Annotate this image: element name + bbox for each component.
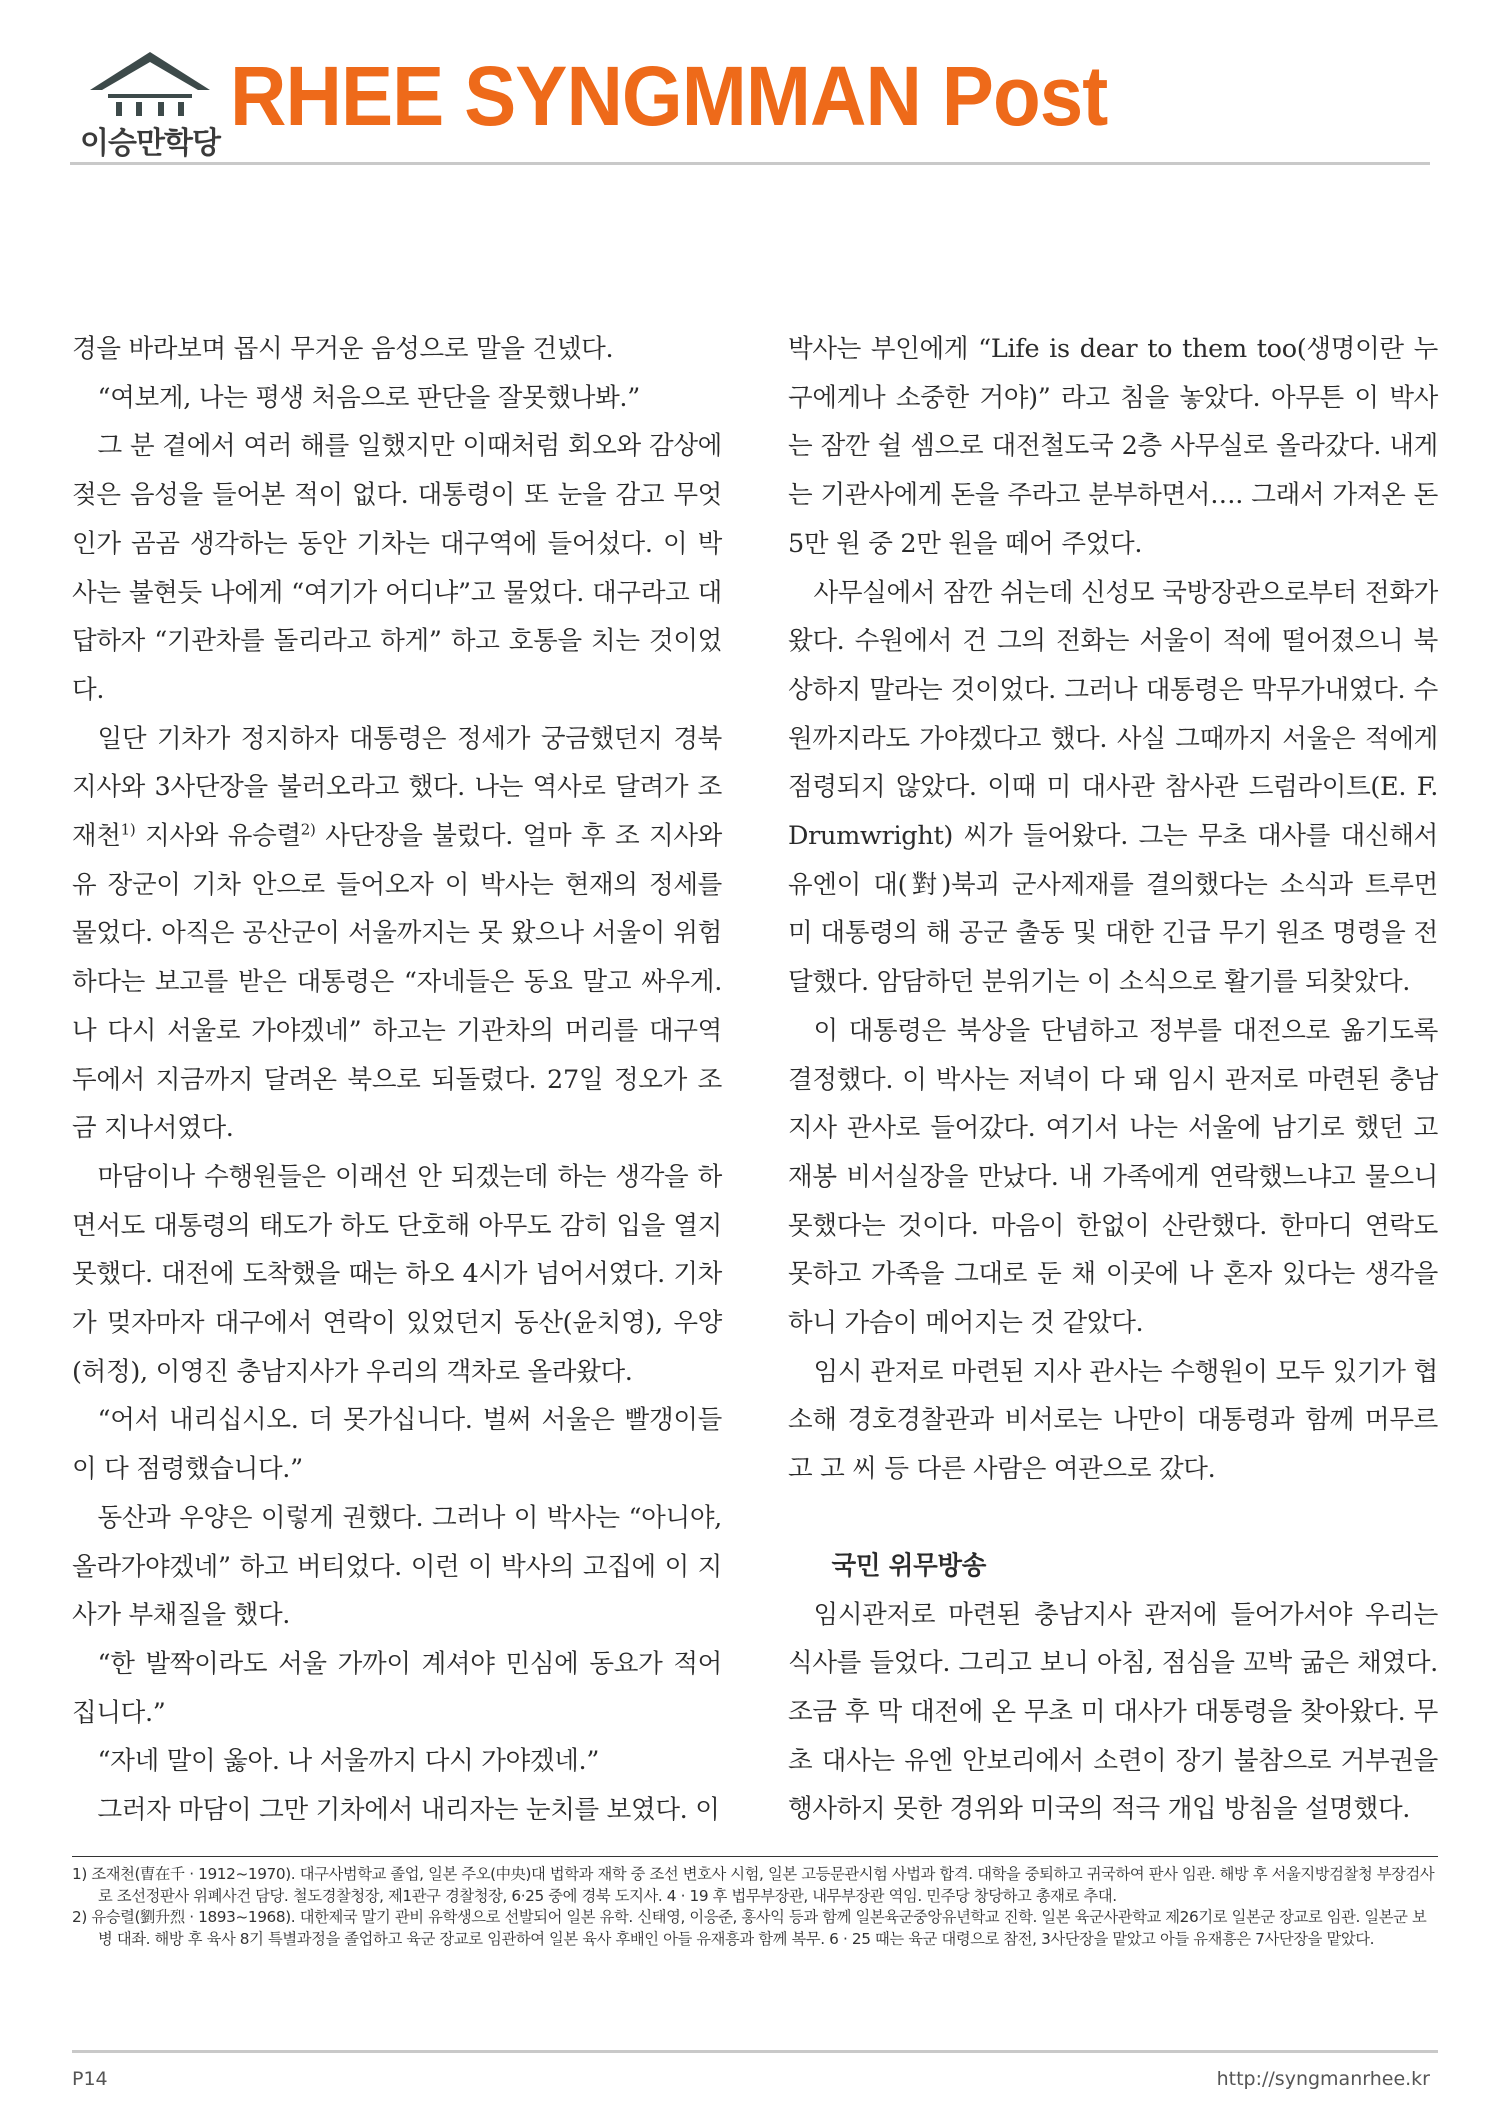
footnote-ref-1: 1) [120,820,136,839]
paragraph: 그 분 곁에서 여러 해를 일했지만 이때처럼 회오와 감상에 젖은 음성을 들어본 적이 없다. 대통령이 또 눈을 감고 무엇인가 곰곰 생각하는 동안 기차는 대구역에 들어섰다. 이 박사는 불현듯 나에게 “여기가 어디냐”고 물었다. 대구라고 대답하자 “기관차를 돌리라고 하게” 하고 호통을 치는 것이었다. [72,431,722,705]
masthead-title: RHEE SYNGMMAN Post [230,49,1108,143]
paragraph: 이 대통령은 북상을 단념하고 정부를 대전으로 옮기도록 결정했다. 이 박사는 저녁이 다 돼 임시 관저로 마련된 충남지사 관사로 들어갔다. 여기서 나는 서울에 남기로 했던 고재봉 비서실장을 만났다. 내 가족에게 연락했느냐고 물으니 못했다는 것이다. 마음이 한없이 산란했다. 한마디 연락도 못하고 가족을 그대로 둔 채 이곳에 나 혼자 있다는 생각을 하니 가슴이 메어지는 것 같았다. [788,1015,1438,1339]
right-column [788,325,1438,1834]
section-subheading: 국민 위무방송 [831,1550,987,1581]
footnote-1: 1) 조재천(曺在千 · 1912~1970). 대구사범학교 졸업, 일본 주오(中央)대 법학과 재학 중 조선 변호사 시험, 일본 고등문관시험 사법과 합격. 대학을 중퇴하고 귀국하여 판사 임관. 해방 후 서울지방검찰청 부장검사로 조선정판사 위폐사건 담당. 철도경찰청장, 제1관구 경찰청장, 6·25 중에 경북 도지사. 4 · 19 후 법무부장관, 내무부장관 역임. 민주당 창당하고 총재로 추대. [72,1865,1435,1905]
footnote-ref-2: 2) [300,820,316,839]
paragraph: “어서 내리십시오. 더 못가십니다. 벌써 서울은 빨갱이들이 다 점령했습니다.” [72,1405,722,1485]
site-url[interactable]: http://syngmanrhee.kr [1216,2068,1430,2090]
paragraph: “여보게, 나는 평생 처음으로 판단을 잘못했나봐.” [97,382,640,413]
footnote-2: 2) 유승렬(劉升烈 · 1893~1968). 대한제국 말기 관비 유학생으로 선발되어 일본 유학. 신태영, 이응준, 홍사익 등과 함께 일본육군중앙유년학교 진학. 일본 육군사관학교 제26기로 일본군 장교로 임관. 일본군 보병 대좌. 해방 후 육사 8기 특별과정을 졸업하고 육군 장교로 임관하여 일본 육사 후배인 아들 유재흥과 함께 복무. 6 · 25 때는 육군 대령으로 참전, 3사단장을 맡았고 아들 유재흥은 7사단장을 맡았다. [72,1908,1427,1948]
paragraph: 그러자 마담이 그만 기차에서 내리자는 눈치를 보였다. 이 [97,1795,720,1826]
paragraph: 동산과 우양은 이렇게 권했다. 그러나 이 박사는 “아니야, 올라가야겠네” 하고 버티었다. 이런 이 박사의 고집에 이 지사가 부채질을 했다. [72,1502,722,1631]
paragraph-text: 일단 기차가 정지하자 대통령은 정세가 궁금했던지 경북지사와 3사단장을 불러오라고 했다. 나는 역사로 달려가 조재천 [72,723,722,852]
paragraph: 박사는 부인에게 “Life is dear to them too(생명이란 누구에게나 소중한 거야)” 라고 침을 놓았다. 아무튼 이 박사는 잠깐 쉴 셈으로 대전철도국 2층 사무실로 올라갔다. 내게는 기관사에게 돈을 주라고 분부하면서…. 그래서 가져온 돈 5만 원 중 2만 원을 떼어 주었다. [788,334,1438,559]
paragraph: 사무실에서 잠깐 쉬는데 신성모 국방장관으로부터 전화가 왔다. 수원에서 건 그의 전화는 서울이 적에 떨어졌으니 북상하지 말라는 것이었다. 그러나 대통령은 막무가내였다. 수원까지라도 가야겠다고 했다. 사실 그때까지 서울은 적에게 점령되지 않았다. 이때 미 대사관 참사관 드럼라이트(E. F. Drumwright) 씨가 들어왔다. 그는 무초 대사를 대신해서 유엔이 대(對)북괴 군사제재를 결의했다는 소식과 트루먼 미 대통령의 해 공군 출동 및 대한 긴급 무기 원조 명령을 전달했다. 암담하던 분위기는 이 소식으로 활기를 되찾았다. [788,577,1438,998]
paragraph: “자네 말이 옳아. 나 서울까지 다시 가야겠네.” [97,1746,600,1777]
logo-text: 이승만학당 [80,126,220,161]
paragraph: 경을 바라보며 몹시 무거운 음성으로 말을 건넸다. [72,334,614,364]
header-divider [70,162,1430,165]
page-header [70,48,1430,166]
footer-divider [72,2050,1438,2053]
logo [70,48,230,161]
footnote-divider [72,1856,1438,1857]
paragraph: 임시관저로 마련된 충남지사 관저에 들어가서야 우리는 식사를 들었다. 그리고 보니 아침, 점심을 꼬박 굶은 채였다. 조금 후 막 대전에 온 무초 미 대사가 대통령을 찾아왔다. 무초 대사는 유엔 안보리에서 소련이 장기 불참으로 거부권을 행사하지 못한 경위와 미국의 적극 개입 방침을 설명했다. [788,1599,1438,1825]
paragraph: 마담이나 수행원들은 이래선 안 되겠는데 하는 생각을 하면서도 대통령의 태도가 하도 단호해 아무도 감히 입을 열지 못했다. 대전에 도착했을 때는 하오 4시가 넘어서였다. 기차가 멎자마자 대구에서 연락이 있었던지 동산(윤치영), 우양(허정), 이영진 충남지사가 우리의 객차로 올라왔다. [72,1161,722,1387]
footnotes [72,1864,1438,1950]
paragraph: “한 발짝이라도 서울 가까이 계셔야 민심에 동요가 적어집니다.” [72,1648,722,1728]
paragraph-text: 사단장을 불렀다. 얼마 후 조 지사와 유 장군이 기차 안으로 들어오자 이 박사는 현재의 정세를 물었다. 아직은 공산군이 서울까지는 못 왔으나 서울이 위험하다는 보고를 받은 대통령은 “자네들은 동요 말고 싸우게. 나 다시 서울로 가야겠네” 하고는 기관차의 머리를 대구역두에서 지금까지 달려온 북으로 되돌렸다. 27일 정오가 조금 지나서였다. [72,821,722,1144]
paragraph [72,715,722,1153]
house-columns-icon [70,48,230,120]
paragraph: 임시 관저로 마련된 지사 관사는 수행원이 모두 있기가 협소해 경호경찰관과 비서로는 나만이 대통령과 함께 머무르고 고 씨 등 다른 사람은 여관으로 갔다. [788,1356,1438,1485]
paragraph-text: 지사와 유승렬 [135,821,301,852]
left-column [72,325,722,1835]
page-number: P14 [72,2068,108,2090]
